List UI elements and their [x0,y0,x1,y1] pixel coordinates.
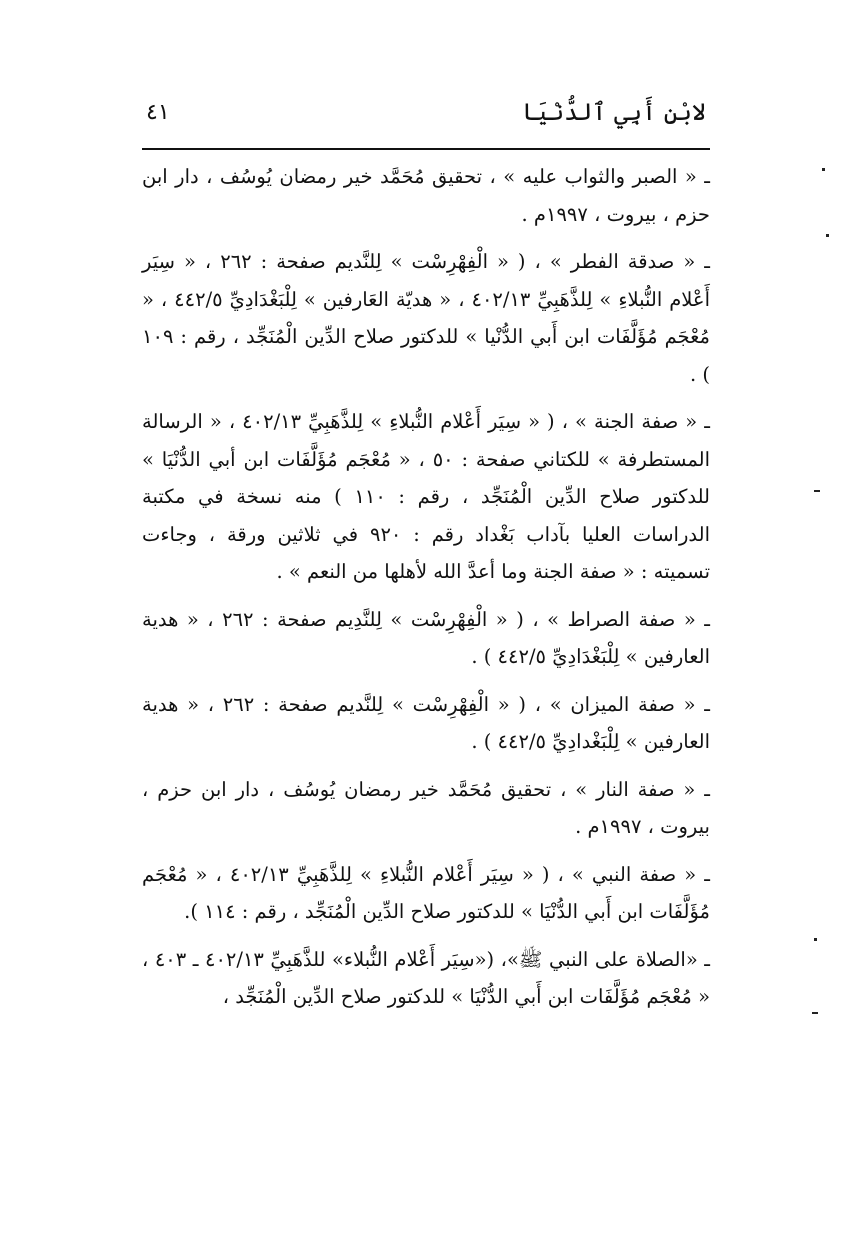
bibliography-entry: ـ « الصبر والثواب عليه » ، تحقيق مُحَمَّد خير رمضان يُوسُف ، دار ابن حزم ، بيروت ، ١٩٩٧م . [142,165,710,226]
scan-speck [812,1012,818,1014]
running-title: لابْنِ أَبِي ٱلدُّنْيَا [521,98,706,126]
bibliography-entry: ـ « صدقة الفطر » ، ( « الْفِهْرِسْت » لِلنَّديم صفحة : ٢٦٢ ، « سِيَر أَعْلام النُّبلاءِ » لِلذَّهَبِيِّ ٤٠٢/١٣ ، « هديّة العَارفين » لِلْبَغْدَادِيِّ ٤٤٢/٥ ، « مُعْجَم مُؤَلَّفَات ابن أَبي الدُّنْيا » للدكتور صلاح الدِّين الْمُنَجِّد ، رقم : ١٠٩ ) . [142,250,710,386]
scan-speck [814,490,820,492]
page-header [142,92,710,144]
bibliography-entry: ـ « صفة الميزان » ، ( « الْفِهْرِسْت » لِلنَّديم صفحة : ٢٦٢ ، « هدية العارفين » لِلْبَغْدادِيِّ ٤٤٢/٥ ) . [142,692,710,753]
bibliography-list [142,158,710,1026]
bibliography-entry: ـ «الصلاة على النبي ﷺ»، («سِيَر أَعْلام النُّبلاء» للذَّهَبِيِّ ٤٠٢/١٣ ـ ٤٠٣ ، « مُعْجَم مُؤَلَّفَات ابن أَبي الدُّنْيَا » للدكتور صلاح الدِّين الْمُنَجِّد ، [142,947,710,1008]
page-number: ٤١ [146,100,170,125]
bibliography-entry: ـ « صفة النبي » ، ( « سِيَر أَعْلام النُّبلاءِ » لِلذَّهَبِيِّ ٤٠٢/١٣ ، « مُعْجَم مُؤَلَّفَات ابن أَبي الدُّنْيَا » للدكتور صلاح الدِّين الْمُنَجِّد ، رقم : ١١٤ ). [142,862,710,923]
bibliography-entry: ـ « صفة الجنة » ، ( « سِيَر أَعْلام النُّبلاءِ » لِلذَّهَبِيِّ ٤٠٢/١٣ ، « الرسالة المستطرفة » للكتاني صفحة : ٥٠ ، « مُعْجَم مُؤَلَّفَات ابن أبي الدُّنْيَا » للدكتور صلاح الدِّين الْمُنَجِّد ، رقم : ١١٠ ) منه نسخة في مكتبة الدراسات العليا بآداب بَغْداد رقم : ٩٢٠ في ثلاثين ورقة ، وجاءت تسميته : « صفة الجنة وما أعدَّ الله لأهلها من النعم » . [142,410,711,583]
scan-speck [826,234,829,237]
bibliography-entry: ـ « صفة النار » ، تحقيق مُحَمَّد خير رمضان يُوسُف ، دار ابن حزم ، بيروت ، ١٩٩٧م . [142,777,710,838]
scan-speck [822,168,825,171]
scan-speck [814,938,817,941]
header-rule [142,148,710,150]
bibliography-entry: ـ « صفة الصراط » ، ( « الْفِهْرِسْت » لِلنَّدِيم صفحة : ٢٦٢ ، « هدية العارفين » لِلْبَغْدَادِيِّ ٤٤٢/٥ ) . [142,607,710,668]
